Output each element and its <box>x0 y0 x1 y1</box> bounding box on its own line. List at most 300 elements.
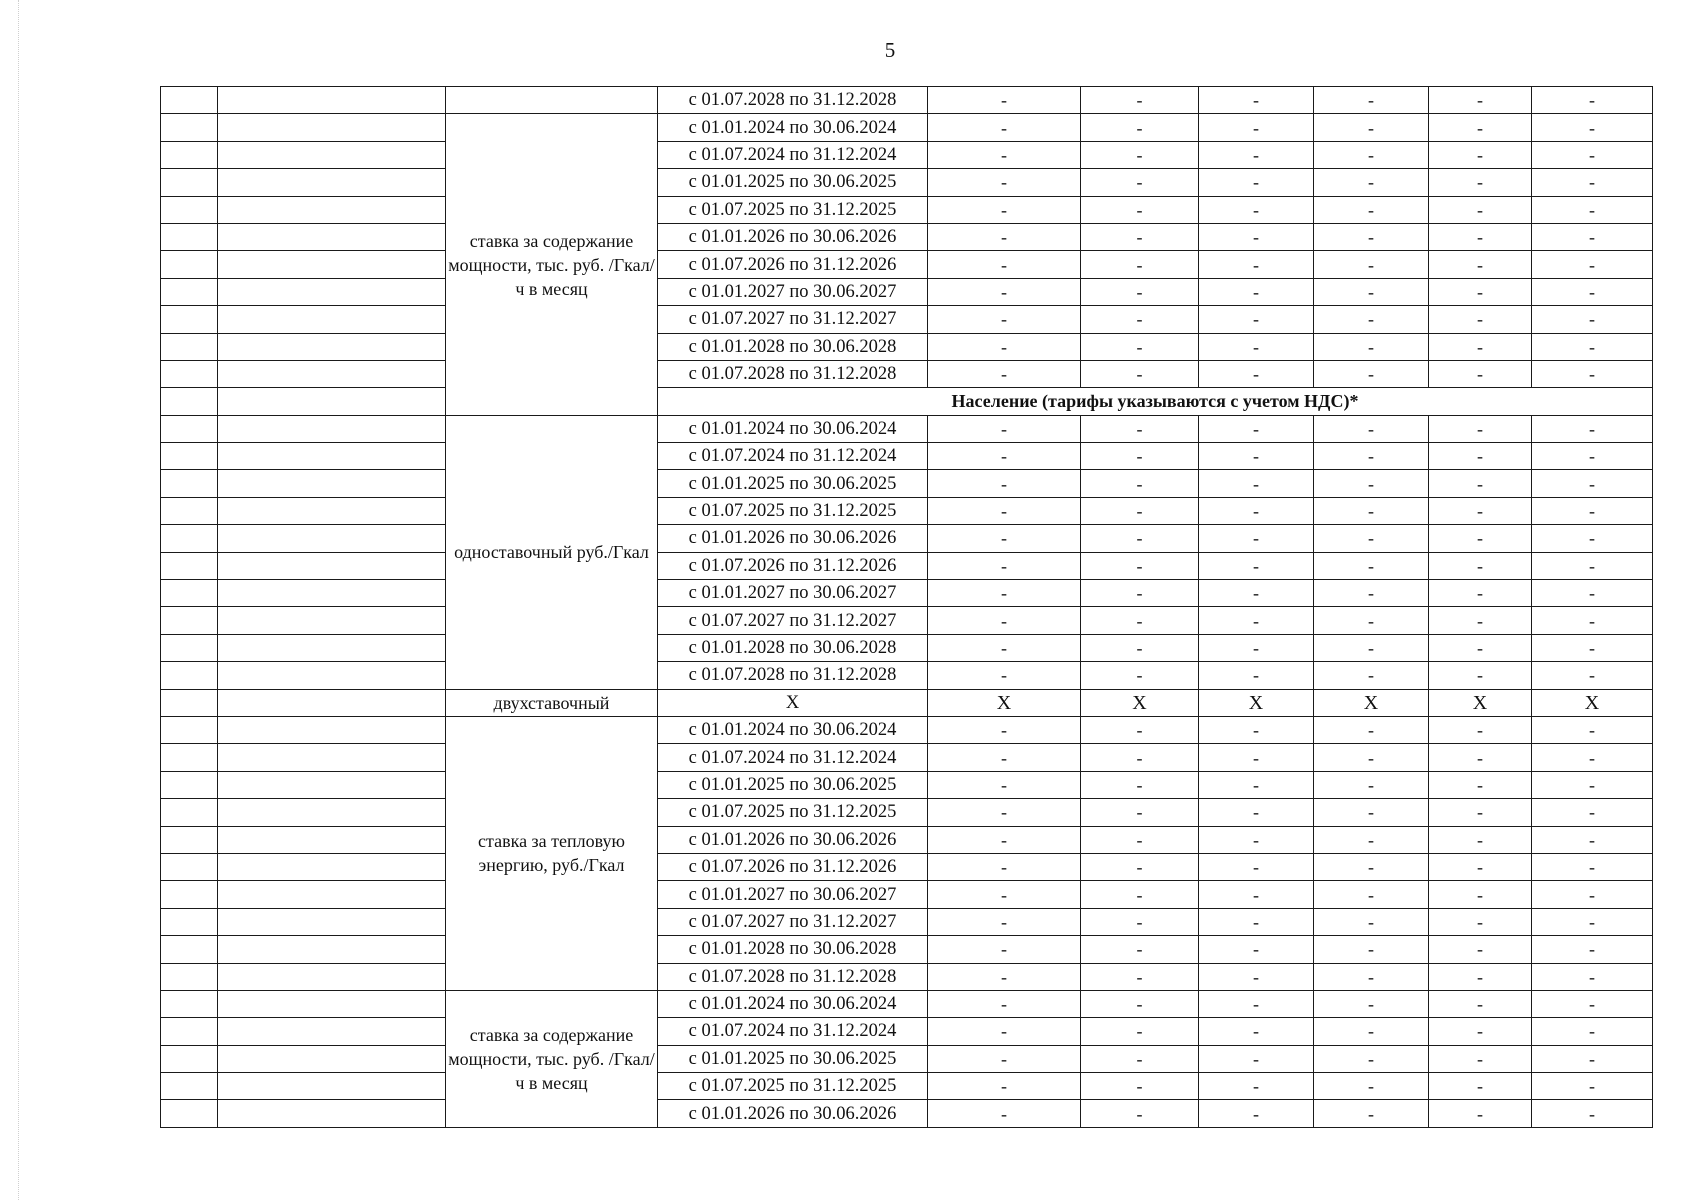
period-cell: с 01.01.2024 по 30.06.2024 <box>658 716 928 743</box>
value-cell: - <box>1429 169 1532 196</box>
value-cell: - <box>1081 470 1199 497</box>
row-number-cell <box>161 333 218 360</box>
value-cell: - <box>1081 552 1199 579</box>
organization-cell <box>218 716 446 743</box>
row-number-cell <box>161 580 218 607</box>
value-cell: - <box>1314 1100 1429 1127</box>
value-cell: - <box>1081 1018 1199 1045</box>
value-cell: - <box>1081 881 1199 908</box>
value-cell: - <box>1429 744 1532 771</box>
period-cell: с 01.01.2028 по 30.06.2028 <box>658 634 928 661</box>
period-cell: с 01.01.2027 по 30.06.2027 <box>658 580 928 607</box>
value-cell: - <box>1429 1045 1532 1072</box>
value-cell: - <box>928 963 1081 990</box>
organization-cell <box>218 963 446 990</box>
value-cell: - <box>1314 662 1429 689</box>
row-number-cell <box>161 1045 218 1072</box>
value-cell: - <box>928 662 1081 689</box>
value-cell: - <box>928 470 1081 497</box>
value-cell: - <box>1429 114 1532 141</box>
value-cell: - <box>1429 799 1532 826</box>
organization-cell <box>218 443 446 470</box>
value-cell: - <box>1199 525 1314 552</box>
table-row <box>161 1100 1653 1127</box>
value-cell: - <box>928 525 1081 552</box>
value-cell: - <box>1314 799 1429 826</box>
value-cell: - <box>1532 990 1653 1017</box>
value-cell: - <box>1199 251 1314 278</box>
value-cell: - <box>1429 141 1532 168</box>
organization-cell <box>218 990 446 1017</box>
value-cell: - <box>1314 141 1429 168</box>
value-cell: - <box>1081 114 1199 141</box>
period-cell: с 01.07.2028 по 31.12.2028 <box>658 87 928 114</box>
value-cell: - <box>1429 223 1532 250</box>
table-row <box>161 552 1653 579</box>
table-row <box>161 1045 1653 1072</box>
value-cell: - <box>1081 497 1199 524</box>
organization-cell <box>218 415 446 442</box>
row-number-cell <box>161 443 218 470</box>
organization-cell <box>218 497 446 524</box>
value-cell: - <box>1314 415 1429 442</box>
period-cell: с 01.01.2028 по 30.06.2028 <box>658 333 928 360</box>
value-cell: - <box>1314 1018 1429 1045</box>
row-number-cell <box>161 169 218 196</box>
value-cell: - <box>1199 908 1314 935</box>
period-cell: с 01.01.2026 по 30.06.2026 <box>658 525 928 552</box>
value-cell: - <box>1532 114 1653 141</box>
value-cell: - <box>1199 1100 1314 1127</box>
value-cell: - <box>1532 333 1653 360</box>
value-cell: - <box>1532 771 1653 798</box>
table-row <box>161 908 1653 935</box>
value-cell: - <box>1532 196 1653 223</box>
value-cell: - <box>1314 1045 1429 1072</box>
period-cell: с 01.01.2028 по 30.06.2028 <box>658 936 928 963</box>
table-row <box>161 141 1653 168</box>
organization-cell <box>218 333 446 360</box>
value-cell: - <box>1081 1045 1199 1072</box>
period-cell: с 01.01.2027 по 30.06.2027 <box>658 278 928 305</box>
period-cell: с 01.01.2024 по 30.06.2024 <box>658 990 928 1017</box>
value-cell: - <box>1314 87 1429 114</box>
row-number-cell <box>161 744 218 771</box>
value-cell: - <box>1429 196 1532 223</box>
value-cell: - <box>1532 881 1653 908</box>
organization-cell <box>218 278 446 305</box>
value-cell: - <box>928 607 1081 634</box>
value-cell: X <box>1081 689 1199 716</box>
value-cell: - <box>1429 333 1532 360</box>
value-cell: - <box>1429 1018 1532 1045</box>
period-cell: с 01.07.2026 по 31.12.2026 <box>658 552 928 579</box>
value-cell: - <box>1532 470 1653 497</box>
row-number-cell <box>161 908 218 935</box>
tariff-type-cell: двухставочный <box>446 689 658 716</box>
table-row <box>161 470 1653 497</box>
value-cell: - <box>1429 634 1532 661</box>
row-number-cell <box>161 525 218 552</box>
value-cell: - <box>1081 251 1199 278</box>
value-cell: - <box>1199 278 1314 305</box>
value-cell: - <box>1081 306 1199 333</box>
organization-cell <box>218 826 446 853</box>
organization-cell <box>218 251 446 278</box>
organization-cell <box>218 1073 446 1100</box>
table-row <box>161 634 1653 661</box>
period-cell: с 01.01.2024 по 30.06.2024 <box>658 114 928 141</box>
value-cell: - <box>1199 196 1314 223</box>
value-cell: - <box>1532 963 1653 990</box>
value-cell: - <box>1199 360 1314 387</box>
table-row <box>161 607 1653 634</box>
organization-cell <box>218 936 446 963</box>
value-cell: - <box>1081 771 1199 798</box>
row-number-cell <box>161 990 218 1017</box>
value-cell: - <box>1199 1018 1314 1045</box>
value-cell: - <box>1314 716 1429 743</box>
tariff-type-cell <box>446 87 658 114</box>
value-cell: - <box>1081 963 1199 990</box>
value-cell: - <box>1429 87 1532 114</box>
table-row <box>161 826 1653 853</box>
row-number-cell <box>161 552 218 579</box>
value-cell: - <box>1532 552 1653 579</box>
value-cell: - <box>1081 799 1199 826</box>
value-cell: - <box>1199 580 1314 607</box>
value-cell: - <box>1532 580 1653 607</box>
table-row <box>161 771 1653 798</box>
value-cell: - <box>1314 251 1429 278</box>
period-cell: с 01.07.2026 по 31.12.2026 <box>658 251 928 278</box>
organization-cell <box>218 634 446 661</box>
section-title: Население (тарифы указываются с учетом НДС)* <box>658 388 1653 415</box>
value-cell: - <box>1532 87 1653 114</box>
organization-cell <box>218 771 446 798</box>
value-cell: - <box>1199 662 1314 689</box>
value-cell: - <box>1532 716 1653 743</box>
value-cell: - <box>928 415 1081 442</box>
period-cell: с 01.01.2024 по 30.06.2024 <box>658 415 928 442</box>
value-cell: - <box>928 196 1081 223</box>
value-cell: - <box>928 169 1081 196</box>
organization-cell <box>218 223 446 250</box>
row-number-cell <box>161 826 218 853</box>
value-cell: - <box>1429 1100 1532 1127</box>
value-cell: - <box>1429 607 1532 634</box>
table-row <box>161 689 1653 716</box>
value-cell: - <box>1314 963 1429 990</box>
organization-cell <box>218 662 446 689</box>
value-cell: - <box>1429 662 1532 689</box>
value-cell: - <box>928 141 1081 168</box>
organization-cell <box>218 853 446 880</box>
value-cell: - <box>1314 497 1429 524</box>
value-cell: - <box>1532 497 1653 524</box>
value-cell: - <box>1532 799 1653 826</box>
value-cell: - <box>1429 443 1532 470</box>
organization-cell <box>218 87 446 114</box>
value-cell: - <box>1081 1100 1199 1127</box>
row-number-cell <box>161 1073 218 1100</box>
value-cell: - <box>1199 881 1314 908</box>
value-cell: - <box>1081 853 1199 880</box>
value-cell: - <box>1314 826 1429 853</box>
value-cell: - <box>1314 525 1429 552</box>
period-cell: с 01.07.2028 по 31.12.2028 <box>658 360 928 387</box>
table-row <box>161 525 1653 552</box>
row-number-cell <box>161 936 218 963</box>
value-cell: - <box>1532 1018 1653 1045</box>
table-row <box>161 881 1653 908</box>
organization-cell <box>218 470 446 497</box>
value-cell: - <box>928 360 1081 387</box>
value-cell: - <box>1532 1045 1653 1072</box>
tariff-type-cell: ставка за содержание мощности, тыс. руб. /Гкал/ч в месяц <box>446 990 658 1127</box>
table-row <box>161 415 1653 442</box>
row-number-cell <box>161 141 218 168</box>
row-number-cell <box>161 771 218 798</box>
row-number-cell <box>161 634 218 661</box>
row-number-cell <box>161 662 218 689</box>
value-cell: - <box>1314 936 1429 963</box>
organization-cell <box>218 114 446 141</box>
value-cell: - <box>1429 826 1532 853</box>
table-row <box>161 963 1653 990</box>
value-cell: - <box>1199 141 1314 168</box>
row-number-cell <box>161 716 218 743</box>
value-cell: - <box>1081 443 1199 470</box>
organization-cell <box>218 1045 446 1072</box>
row-number-cell <box>161 963 218 990</box>
organization-cell <box>218 1100 446 1127</box>
value-cell: - <box>1532 306 1653 333</box>
value-cell: - <box>1314 853 1429 880</box>
table-row <box>161 990 1653 1017</box>
value-cell: - <box>1081 415 1199 442</box>
value-cell: - <box>1199 853 1314 880</box>
table-row <box>161 114 1653 141</box>
organization-cell <box>218 196 446 223</box>
page-number: 5 <box>884 38 896 62</box>
value-cell: - <box>1199 415 1314 442</box>
value-cell: - <box>928 853 1081 880</box>
value-cell: - <box>1314 169 1429 196</box>
period-cell: с 01.07.2026 по 31.12.2026 <box>658 853 928 880</box>
row-number-cell <box>161 278 218 305</box>
value-cell: - <box>1429 853 1532 880</box>
value-cell: - <box>1429 936 1532 963</box>
value-cell: - <box>1081 826 1199 853</box>
value-cell: - <box>1429 552 1532 579</box>
value-cell: - <box>928 990 1081 1017</box>
tariff-type-cell: ставка за тепловую энергию, руб./Гкал <box>446 716 658 990</box>
value-cell: - <box>1314 634 1429 661</box>
period-cell: с 01.07.2024 по 31.12.2024 <box>658 1018 928 1045</box>
row-number-cell <box>161 1018 218 1045</box>
value-cell: - <box>1314 114 1429 141</box>
value-cell: X <box>1314 689 1429 716</box>
value-cell: - <box>1429 1073 1532 1100</box>
organization-cell <box>218 744 446 771</box>
organization-cell <box>218 607 446 634</box>
table-row <box>161 1018 1653 1045</box>
table-row <box>161 799 1653 826</box>
value-cell: - <box>928 87 1081 114</box>
value-cell: - <box>1429 771 1532 798</box>
value-cell: - <box>928 1018 1081 1045</box>
period-cell: с 01.07.2028 по 31.12.2028 <box>658 662 928 689</box>
value-cell: - <box>1081 141 1199 168</box>
row-number-cell <box>161 251 218 278</box>
table-row <box>161 662 1653 689</box>
value-cell: - <box>1314 908 1429 935</box>
row-number-cell <box>161 497 218 524</box>
period-cell: X <box>658 689 928 716</box>
value-cell: - <box>1429 470 1532 497</box>
value-cell: - <box>928 251 1081 278</box>
value-cell: - <box>928 306 1081 333</box>
row-number-cell <box>161 196 218 223</box>
value-cell: - <box>1081 1073 1199 1100</box>
period-cell: с 01.01.2026 по 30.06.2026 <box>658 1100 928 1127</box>
value-cell: - <box>1081 716 1199 743</box>
value-cell: - <box>1532 169 1653 196</box>
table-row <box>161 936 1653 963</box>
value-cell: - <box>1081 169 1199 196</box>
period-cell: с 01.07.2025 по 31.12.2025 <box>658 497 928 524</box>
value-cell: - <box>1199 223 1314 250</box>
row-number-cell <box>161 470 218 497</box>
table-row <box>161 223 1653 250</box>
value-cell: - <box>928 634 1081 661</box>
table-row <box>161 443 1653 470</box>
value-cell: - <box>928 333 1081 360</box>
value-cell: - <box>1314 196 1429 223</box>
tariff-table <box>160 86 1653 1128</box>
organization-cell <box>218 141 446 168</box>
value-cell: - <box>1314 744 1429 771</box>
period-cell: с 01.01.2025 по 30.06.2025 <box>658 771 928 798</box>
value-cell: - <box>1081 580 1199 607</box>
row-number-cell <box>161 881 218 908</box>
value-cell: - <box>1429 963 1532 990</box>
organization-cell <box>218 580 446 607</box>
value-cell: - <box>1429 525 1532 552</box>
value-cell: - <box>1532 360 1653 387</box>
value-cell: - <box>1532 525 1653 552</box>
row-number-cell <box>161 223 218 250</box>
value-cell: - <box>1199 169 1314 196</box>
organization-cell <box>218 306 446 333</box>
tariff-type-cell: одноставочный руб./Гкал <box>446 415 658 689</box>
value-cell: - <box>1429 716 1532 743</box>
value-cell: - <box>1199 497 1314 524</box>
value-cell: - <box>1199 552 1314 579</box>
table-row <box>161 744 1653 771</box>
row-number-cell <box>161 1100 218 1127</box>
value-cell: - <box>1532 278 1653 305</box>
value-cell: - <box>1199 990 1314 1017</box>
table-row <box>161 251 1653 278</box>
organization-cell <box>218 799 446 826</box>
value-cell: - <box>1429 415 1532 442</box>
value-cell: - <box>1532 607 1653 634</box>
value-cell: X <box>1429 689 1532 716</box>
value-cell: - <box>1429 497 1532 524</box>
value-cell: X <box>928 689 1081 716</box>
value-cell: - <box>1532 908 1653 935</box>
period-cell: с 01.07.2027 по 31.12.2027 <box>658 306 928 333</box>
value-cell: - <box>1314 443 1429 470</box>
value-cell: - <box>1429 580 1532 607</box>
value-cell: X <box>1532 689 1653 716</box>
value-cell: - <box>1081 87 1199 114</box>
period-cell: с 01.07.2024 по 31.12.2024 <box>658 744 928 771</box>
value-cell: - <box>928 552 1081 579</box>
period-cell: с 01.07.2027 по 31.12.2027 <box>658 908 928 935</box>
value-cell: - <box>928 826 1081 853</box>
value-cell: - <box>1199 716 1314 743</box>
organization-cell <box>218 908 446 935</box>
period-cell: с 01.07.2028 по 31.12.2028 <box>658 963 928 990</box>
table-row <box>161 716 1653 743</box>
value-cell: - <box>1199 771 1314 798</box>
value-cell: - <box>928 936 1081 963</box>
value-cell: - <box>1429 908 1532 935</box>
period-cell: с 01.01.2026 по 30.06.2026 <box>658 826 928 853</box>
value-cell: - <box>1314 552 1429 579</box>
value-cell: - <box>928 1100 1081 1127</box>
value-cell: - <box>1199 744 1314 771</box>
value-cell: - <box>1081 223 1199 250</box>
value-cell: - <box>1081 360 1199 387</box>
organization-cell <box>218 360 446 387</box>
value-cell: - <box>1314 990 1429 1017</box>
row-number-cell <box>161 87 218 114</box>
value-cell: - <box>928 1073 1081 1100</box>
value-cell: - <box>1199 936 1314 963</box>
value-cell: - <box>1532 443 1653 470</box>
value-cell: - <box>1199 306 1314 333</box>
value-cell: - <box>928 1045 1081 1072</box>
value-cell: - <box>1081 936 1199 963</box>
value-cell: - <box>1314 470 1429 497</box>
value-cell: - <box>1429 360 1532 387</box>
row-number-cell <box>161 360 218 387</box>
value-cell: - <box>1081 744 1199 771</box>
value-cell: - <box>1429 881 1532 908</box>
period-cell: с 01.07.2024 по 31.12.2024 <box>658 141 928 168</box>
table-row <box>161 169 1653 196</box>
value-cell: - <box>1532 936 1653 963</box>
value-cell: - <box>1199 470 1314 497</box>
value-cell: - <box>1199 607 1314 634</box>
row-number-cell <box>161 689 218 716</box>
value-cell: - <box>1532 1100 1653 1127</box>
row-number-cell <box>161 114 218 141</box>
table-row <box>161 278 1653 305</box>
value-cell: - <box>1429 251 1532 278</box>
value-cell: - <box>1314 333 1429 360</box>
table-row <box>161 333 1653 360</box>
value-cell: - <box>928 744 1081 771</box>
period-cell: с 01.01.2026 по 30.06.2026 <box>658 223 928 250</box>
period-cell: с 01.07.2027 по 31.12.2027 <box>658 607 928 634</box>
value-cell: - <box>1081 196 1199 223</box>
tariff-type-cell: ставка за содержание мощности, тыс. руб. /Гкал/ч в месяц <box>446 114 658 415</box>
